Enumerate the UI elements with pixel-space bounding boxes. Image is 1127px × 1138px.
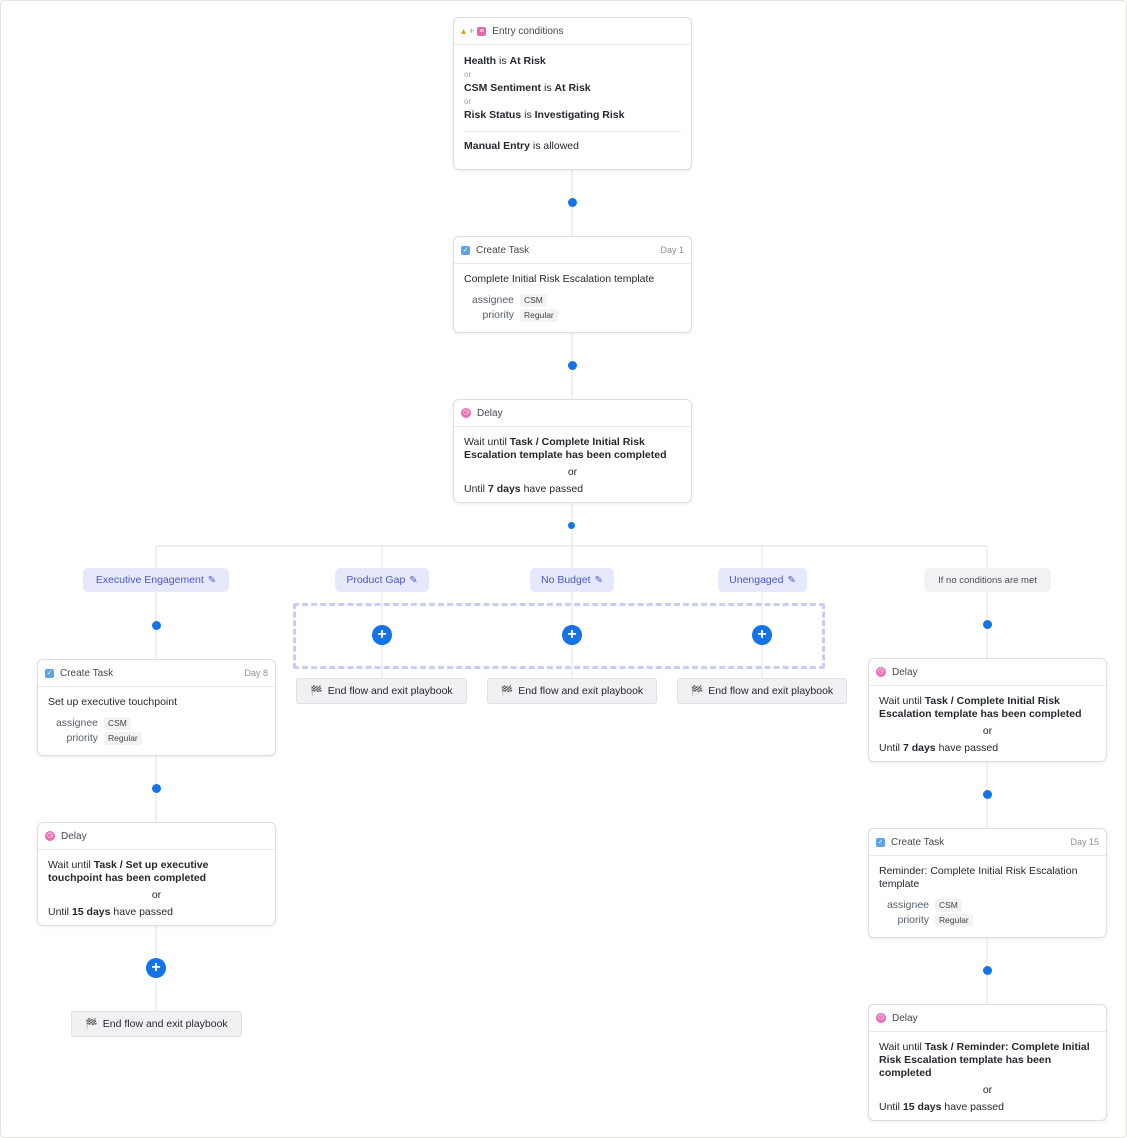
checkered-flag-icon: 🏁 bbox=[85, 1018, 98, 1030]
until-condition: Until 15 days have passed bbox=[48, 906, 173, 918]
day-badge: Day 8 bbox=[244, 668, 268, 678]
delay-card-executive[interactable] bbox=[37, 822, 276, 926]
clock-icon: ◷ bbox=[46, 832, 54, 839]
wait-condition: Wait until Task / Set up executive touchpoint has been completed bbox=[48, 859, 209, 884]
day-badge: Day 15 bbox=[1070, 837, 1099, 847]
card-title: Create Task bbox=[476, 244, 530, 256]
create-task-card-day8[interactable] bbox=[37, 659, 276, 756]
task-checkbox-icon: ✓ bbox=[462, 246, 469, 254]
connector-dot[interactable] bbox=[152, 784, 161, 793]
card-title: Delay bbox=[892, 1012, 918, 1024]
priority-chip: Regular bbox=[520, 309, 558, 322]
clock-icon: ◷ bbox=[462, 409, 470, 416]
task-checkbox-icon: ✓ bbox=[46, 669, 53, 677]
clock-icon: ◷ bbox=[877, 1014, 885, 1021]
priority-label: priority bbox=[66, 732, 98, 744]
assignee-label: assignee bbox=[471, 294, 514, 306]
end-flow-button[interactable]: 🏁 End flow and exit playbook bbox=[677, 678, 847, 704]
or-separator: or bbox=[464, 70, 472, 79]
or-label: or bbox=[151, 889, 162, 901]
wait-condition: Wait until Task / Complete Initial Risk Escalation template has been completed bbox=[464, 436, 667, 461]
assignee-chip: CSM bbox=[520, 294, 547, 307]
edit-pencil-icon[interactable]: ✎ bbox=[787, 574, 796, 586]
edit-pencil-icon[interactable]: ✎ bbox=[207, 574, 217, 586]
card-title: Delay bbox=[477, 407, 503, 419]
create-task-card-day1[interactable] bbox=[453, 236, 692, 333]
assignee-chip: CSM bbox=[935, 899, 962, 912]
connector-dot[interactable] bbox=[568, 198, 577, 207]
assignee-label: assignee bbox=[55, 717, 98, 729]
priority-label: priority bbox=[482, 309, 514, 321]
task-name: Reminder: Complete Initial Risk Escalation template bbox=[879, 865, 1078, 890]
entry-condition-health: Health is At Risk bbox=[464, 55, 546, 67]
end-flow-button[interactable]: 🏁 End flow and exit playbook bbox=[71, 1011, 242, 1037]
wait-condition: Wait until Task / Reminder: Complete Initial Risk Escalation template has been completed bbox=[879, 1041, 1090, 1079]
add-step-button[interactable]: + bbox=[752, 625, 772, 645]
card-title: Create Task bbox=[891, 836, 945, 848]
branch-unengaged[interactable]: Unengaged ✎ bbox=[718, 568, 807, 592]
day-badge: Day 1 bbox=[660, 245, 684, 255]
add-step-button[interactable]: + bbox=[146, 958, 166, 978]
priority-label: priority bbox=[897, 914, 929, 926]
plus-small-icon: + bbox=[469, 26, 475, 36]
delay-card-main[interactable] bbox=[453, 399, 692, 503]
add-step-button[interactable]: + bbox=[562, 625, 582, 645]
end-flow-button[interactable]: 🏁 End flow and exit playbook bbox=[296, 678, 467, 704]
entry-manual-entry: Manual Entry is allowed bbox=[464, 140, 579, 152]
priority-chip: Regular bbox=[104, 732, 142, 745]
entry-conditions-card[interactable] bbox=[453, 17, 692, 170]
connector-dot[interactable] bbox=[152, 621, 161, 630]
entry-condition-risk-status: Risk Status is Investigating Risk bbox=[464, 109, 625, 121]
connector-dot[interactable] bbox=[983, 790, 992, 799]
entry-conditions-header bbox=[454, 18, 691, 45]
delay-card-no-conditions[interactable] bbox=[868, 658, 1107, 762]
assignee-chip: CSM bbox=[104, 717, 131, 730]
create-task-card-day15[interactable] bbox=[868, 828, 1107, 938]
card-title: Entry conditions bbox=[492, 25, 564, 37]
clock-icon: ◷ bbox=[877, 668, 885, 675]
add-step-button[interactable]: + bbox=[372, 625, 392, 645]
or-label: or bbox=[567, 466, 578, 478]
card-title: Delay bbox=[892, 666, 918, 678]
checkered-flag-icon: 🏁 bbox=[690, 685, 704, 697]
assignee-label: assignee bbox=[886, 899, 929, 911]
until-condition: Until 15 days have passed bbox=[879, 1101, 1004, 1113]
branch-no-conditions-met[interactable]: If no conditions are met bbox=[924, 568, 1051, 592]
checkered-flag-icon: 🏁 bbox=[310, 685, 323, 697]
connector-dot[interactable] bbox=[568, 522, 575, 529]
or-separator: or bbox=[464, 97, 472, 106]
priority-chip: Regular bbox=[935, 914, 973, 927]
entry-condition-csm-sentiment: CSM Sentiment is At Risk bbox=[464, 82, 591, 94]
until-condition: Until 7 days have passed bbox=[879, 742, 999, 754]
task-checkbox-icon: ✓ bbox=[877, 838, 884, 846]
until-condition: Until 7 days have passed bbox=[464, 483, 584, 495]
wait-condition: Wait until Task / Complete Initial Risk Escalation template has been completed bbox=[879, 695, 1082, 720]
or-label: or bbox=[982, 1084, 993, 1096]
connector-dot[interactable] bbox=[568, 361, 577, 370]
connector-dot[interactable] bbox=[983, 966, 992, 975]
checkered-flag-icon: 🏁 bbox=[500, 685, 514, 697]
branch-executive-engagement[interactable]: Executive Engagement ✎ bbox=[83, 568, 229, 592]
edit-pencil-icon[interactable]: ✎ bbox=[594, 574, 603, 586]
hierarchy-icon: ▴ bbox=[461, 25, 467, 37]
end-flow-button[interactable]: 🏁 End flow and exit playbook bbox=[487, 678, 657, 704]
task-name: Set up executive touchpoint bbox=[48, 696, 178, 708]
divider bbox=[464, 131, 681, 132]
task-name: Complete Initial Risk Escalation template bbox=[464, 273, 655, 285]
card-title: Create Task bbox=[60, 667, 114, 679]
branch-no-budget[interactable]: No Budget ✎ bbox=[530, 568, 614, 592]
card-title: Delay bbox=[61, 830, 87, 842]
delay-card-reminder[interactable] bbox=[868, 1004, 1107, 1121]
edit-pencil-icon[interactable]: ✎ bbox=[409, 574, 418, 586]
connector-dot[interactable] bbox=[983, 620, 992, 629]
branch-product-gap[interactable]: Product Gap ✎ bbox=[335, 568, 429, 592]
segment-icon: ≡ bbox=[477, 27, 486, 36]
or-label: or bbox=[982, 725, 993, 737]
